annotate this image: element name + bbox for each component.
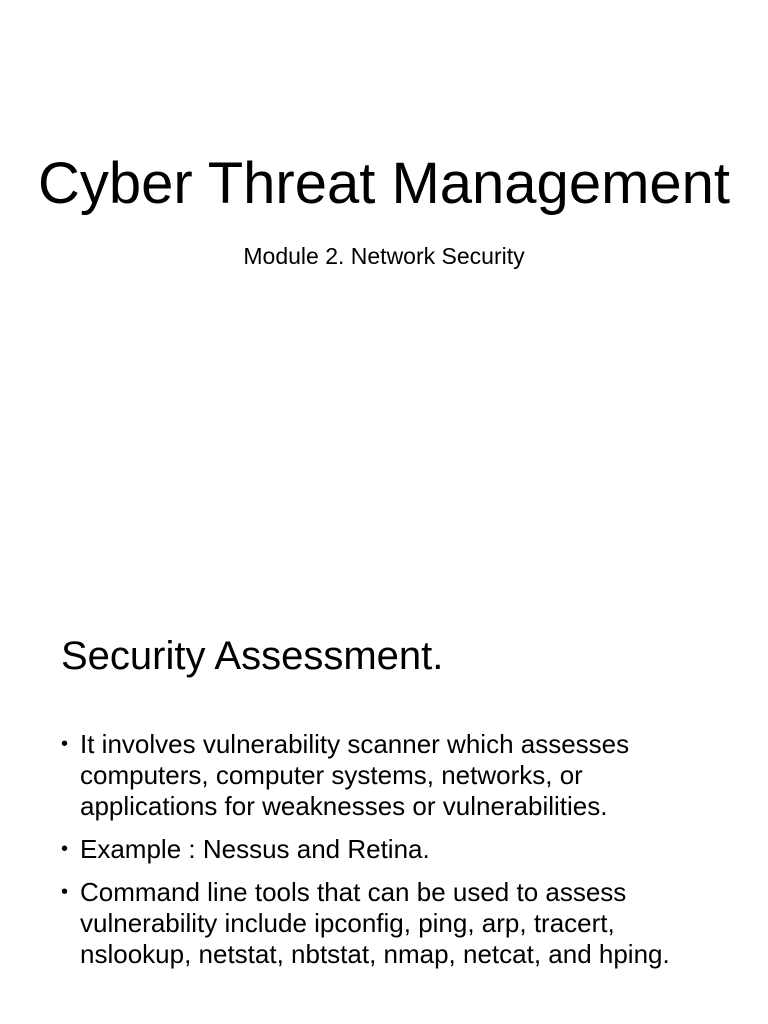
bullet-text: Example : Nessus and Retina. <box>80 834 430 864</box>
bullet-icon: • <box>61 881 69 903</box>
bullet-item <box>61 877 721 970</box>
title-block <box>0 150 768 270</box>
bullet-item <box>61 834 721 865</box>
bullet-item <box>61 729 721 822</box>
slide-heading: Security Assessment. <box>61 634 444 678</box>
slide-title: Cyber Threat Management <box>37 151 731 216</box>
content-slide <box>0 512 768 1024</box>
slide-subtitle: Module 2. Network Security <box>243 243 525 269</box>
bullet-text: It involves vulnerability scanner which assesses computers, computer systems, networks, or applications for weaknesses or vulnerabilities. <box>80 729 630 821</box>
bullet-icon: • <box>61 733 69 755</box>
bullet-text: Command line tools that can be used to assess vulnerability include ipconfig, ping, arp, tracert, nslookup, netstat, nbtstat, nmap, netcat, and hping. <box>80 877 670 969</box>
bullet-list <box>61 729 721 982</box>
bullet-icon: • <box>61 838 69 860</box>
